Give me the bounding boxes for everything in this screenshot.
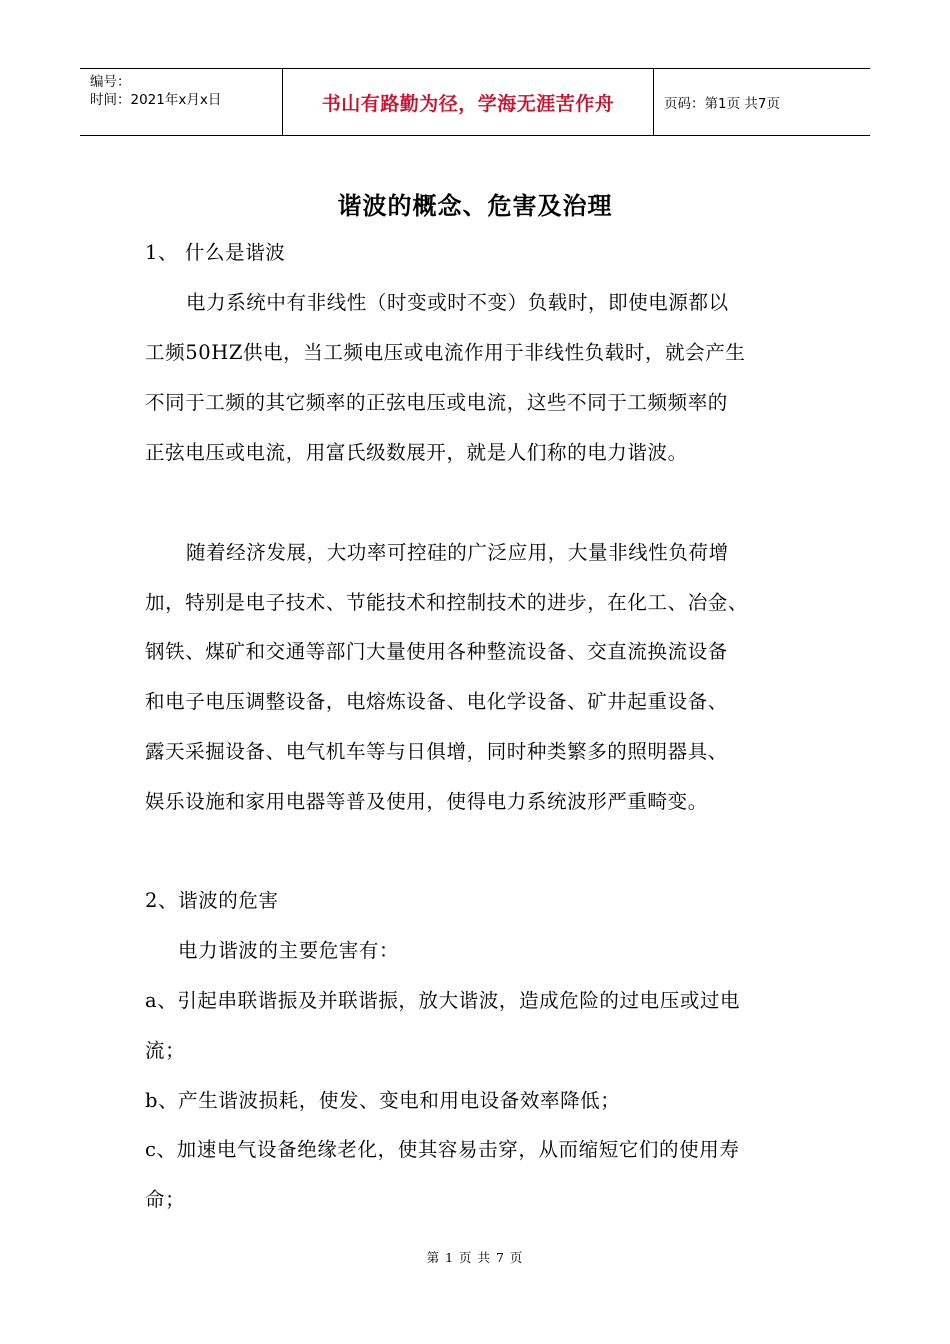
header-motto: 书山有路勤为径，学海无涯苦作舟 [282, 69, 654, 135]
paragraph-line: 工频50HZ供电，当工频电压或电流作用于非线性负载时，就会产生 [145, 341, 746, 364]
paragraph-line: 电力系统中有非线性（时变或时不变）负载时，即使电源都以 [186, 291, 729, 314]
section-heading-2: 2、谐波的危害 [145, 889, 279, 912]
paragraph-line: 加，特别是电子技术、节能技术和控制技术的进步，在化工、冶金、 [145, 591, 749, 614]
list-item-continued: 命； [145, 1188, 186, 1211]
header-date-label: 时间：2021年x月x日 [90, 92, 222, 108]
list-item: c、加速电气设备绝缘老化，使其容易击穿，从而缩短它们的使用寿 [145, 1138, 740, 1161]
paragraph-line: 钢铁、煤矿和交通等部门大量使用各种整流设备、交直流换流设备 [145, 640, 728, 663]
document-title: 谐波的概念、危害及治理 [337, 192, 613, 220]
paragraph-line: 随着经济发展，大功率可控硅的广泛应用，大量非线性负荷增 [186, 541, 729, 564]
paragraph-line: 娱乐设施和家用电器等普及使用，使得电力系统波形严重畸变。 [145, 790, 708, 813]
paragraph-line: 和电子电压调整设备，电熔炼设备、电化学设备、矿井起重设备、 [145, 690, 728, 713]
list-item: a、引起串联谐振及并联谐振，放大谐波，造成危险的过电压或过电 [145, 989, 741, 1012]
paragraph-line: 不同于工频的其它频率的正弦电压或电流，这些不同于工频频率的 [145, 391, 728, 414]
header-page-info: 页码：第1页 共7页 [664, 96, 780, 112]
header-number-label: 编号： [90, 74, 131, 90]
paragraph-line: 电力谐波的主要危害有： [178, 939, 400, 962]
paragraph-line: 正弦电压或电流，用富氏级数展开，就是人们称的电力谐波。 [145, 441, 688, 464]
list-item-continued: 流； [145, 1039, 186, 1062]
page-footer: 第 1 页 共 7 页 [426, 1250, 524, 1265]
list-item: b、产生谐波损耗，使发、变电和用电设备效率降低； [145, 1089, 621, 1112]
paragraph-line: 露天采掘设备、电气机车等与日俱增，同时种类繁多的照明器具、 [145, 740, 728, 763]
header-meta [80, 69, 282, 135]
page-header [80, 68, 870, 136]
section-heading-1: 1、 什么是谐波 [145, 241, 286, 264]
